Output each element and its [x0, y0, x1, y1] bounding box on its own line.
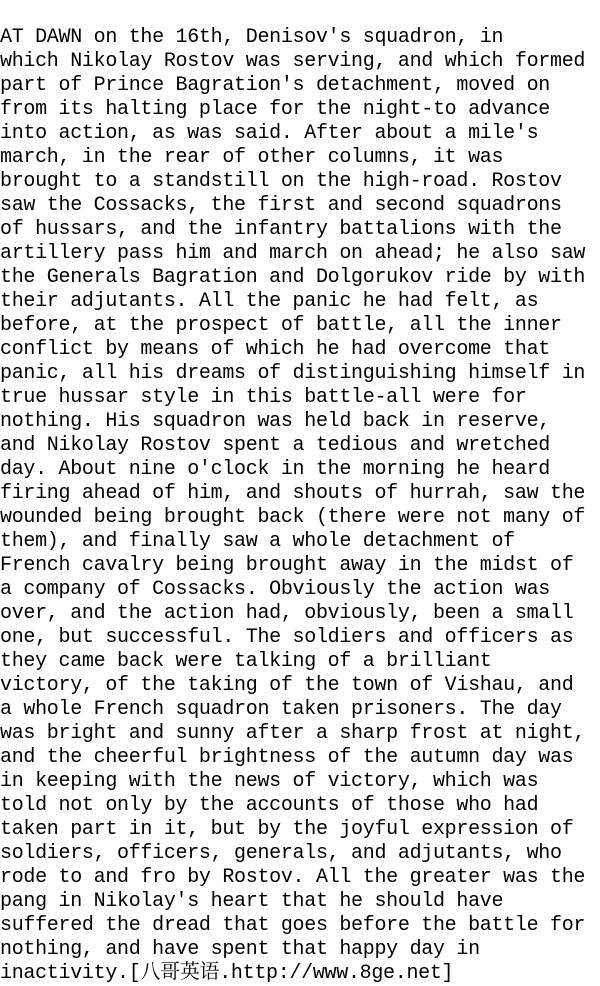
text-line: rode to and fro by Rostov. All the greater was the: [0, 866, 586, 889]
text-line: true hussar style in this battle-all were for: [0, 386, 527, 409]
text-line: in keeping with the news of victory, which was: [0, 770, 539, 793]
text-line: which Nikolay Rostov was serving, and which formed: [0, 50, 586, 73]
text-line: AT DAWN on the 16th, Denisov's squadron, in: [0, 26, 504, 49]
body-text: [0, 26, 600, 986]
text-line: saw the Cossacks, the first and second squadrons: [0, 194, 562, 217]
text-line: from its halting place for the night-to advance: [0, 98, 550, 121]
text-line: before, at the prospect of battle, all the inner: [0, 314, 562, 337]
text-line: nothing. His squadron was held back in reserve,: [0, 410, 550, 433]
text-line: nothing, and have spent that happy day in: [0, 938, 480, 961]
text-line: suffered the dread that goes before the battle for: [0, 914, 586, 937]
text-line: and Nikolay Rostov spent a tedious and wretched: [0, 434, 550, 457]
text-line: firing ahead of him, and shouts of hurrah, saw the: [0, 482, 586, 505]
text-line: told not only by the accounts of those who had: [0, 794, 539, 817]
text-line: them), and finally saw a whole detachment of: [0, 530, 515, 553]
text-line: brought to a standstill on the high-road. Rostov: [0, 170, 562, 193]
text-line: conflict by means of which he had overcome that: [0, 338, 550, 361]
text-line: soldiers, officers, generals, and adjutants, who: [0, 842, 562, 865]
text-line: taken part in it, but by the joyful expression of: [0, 818, 574, 841]
text-line: was bright and sunny after a sharp frost at night,: [0, 722, 586, 745]
text-line: into action, as was said. After about a mile's: [0, 122, 539, 145]
text-line: part of Prince Bagration's detachment, moved on: [0, 74, 550, 97]
text-line: their adjutants. All the panic he had felt, as: [0, 290, 539, 313]
text-line: of hussars, and the infantry battalions with the: [0, 218, 562, 241]
text-line: the Generals Bagration and Dolgorukov ride by with: [0, 266, 586, 289]
source-link-line[interactable]: inactivity.[八哥英语.http://www.8ge.net]: [0, 962, 454, 985]
text-line: French cavalry being brought away in the midst of: [0, 554, 574, 577]
text-line: they came back were talking of a brilliant: [0, 650, 492, 673]
text-line: a company of Cossacks. Obviously the action was: [0, 578, 550, 601]
text-line: pang in Nikolay's heart that he should have: [0, 890, 504, 913]
text-line: and the cheerful brightness of the autumn day was: [0, 746, 574, 769]
text-line: wounded being brought back (there were not many of: [0, 506, 586, 529]
text-line: one, but successful. The soldiers and officers as: [0, 626, 574, 649]
text-line: march, in the rear of other columns, it was: [0, 146, 504, 169]
text-line: panic, all his dreams of distinguishing himself in: [0, 362, 586, 385]
text-line: a whole French squadron taken prisoners. The day: [0, 698, 562, 721]
text-line: victory, of the taking of the town of Vishau, and: [0, 674, 574, 697]
text-line: artillery pass him and march on ahead; he also saw: [0, 242, 586, 265]
text-line: over, and the action had, obviously, been a small: [0, 602, 574, 625]
text-line: day. About nine o'clock in the morning he heard: [0, 458, 550, 481]
